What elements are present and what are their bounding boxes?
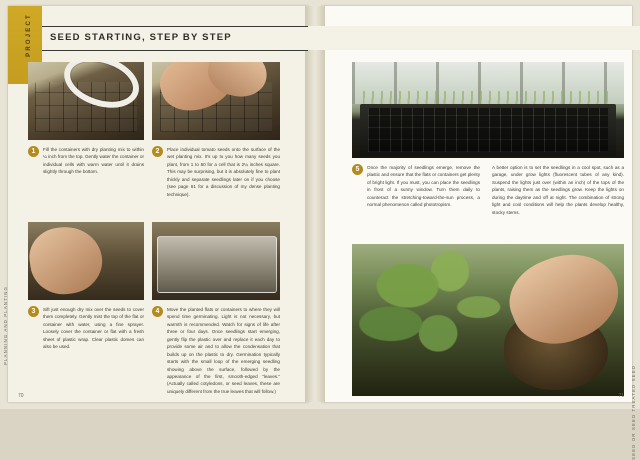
step-4-text: Move the planted flats or containers to where they will spend time germinating. Light is not necessary, but warmth is recommended. Watch for signs of life after three or four days. Once seedlings start emerging, gently flip the plastic over and replace it each day to provide some air and to allow the condensation that builds up on the plastic to dry. Germination typically starts with the small loop of the emerging seedling showing above the surface, followed by the appearance of the first, smooth-edged "leaves." (Actually called cotyledons, or seed leaves, these are uniquely different from the true leaves that will follow.) (167, 307, 280, 394)
left-page-side-caption: PLANNING AND PLANTING (3, 286, 8, 365)
step-1-number: 1 (28, 146, 39, 157)
step-4-number: 4 (152, 306, 163, 317)
right-page-side-caption: SEED OR SEED TREATED SEED (631, 365, 636, 460)
seedlings-under-window-photo (352, 62, 624, 158)
step-2-text: Place individual tomato seeds onto the surface of the wet planting mix. It's up to you how many seeds you plant, from 1 to 50 for a cell that is 2¼ inches square. This may be surprising, but it is absolutely fine to plant thickly and separate seedlings later on if you choose (see page 61 for a discussion of my dense planting technique). (167, 147, 280, 197)
sidebar-paragraph: A better option is to set the seedlings in a cool spot, such as a garage, under grow lights (fluorescent tubes of any kind). Suspend the lights just over (within an inch) of the tops of the plants, raising them as the seedlings grow. Keep the lights on during the daytime and off at night. The combination of strong light and cool conditions will help the plants develop healthy, stocky stems. (492, 165, 624, 215)
folio-left: 70 (18, 393, 24, 399)
covered-flat-with-dome-photo (152, 222, 280, 300)
header-rule-top (42, 26, 308, 27)
step-2-number: 2 (152, 146, 163, 157)
step-1 (28, 146, 144, 176)
sowing-tomato-seeds-photo (152, 62, 280, 140)
page-title: SEED STARTING, STEP BY STEP (50, 32, 232, 43)
step-3-text: Sift just enough dry mix over the seeds to cover them completely. Gently mist the top of the flat or container with water, using a fine sprayer. Loosely cover the container or flat with a fresh sheet of plastic wrap. Clear plastic domes can also be used. (43, 307, 144, 350)
step-3-number: 3 (28, 306, 39, 317)
header-rule-bottom (42, 50, 308, 51)
transplant-rootball-photo (352, 244, 624, 396)
folio-right: 71 (618, 393, 624, 399)
step-1-text: Fill the containers with dry planting mix to within ¼ inch from the top. Gently water the container or individual cells with warm water until it drains slightly through the bottom. (43, 147, 144, 175)
step-3 (28, 306, 144, 351)
step-5-text: Once the majority of seedlings emerge, remove the plastic and ensure that the flats or containers get plenty of bright light. If you must, you can place the seedlings in front of a sunny window. Turn them daily to counteract the stretching-toward-the-sun process, a normal phenomenon called phototropism. (367, 165, 480, 208)
watering-seed-tray-photo (28, 62, 144, 140)
step-2 (152, 146, 280, 198)
step-5 (352, 164, 480, 209)
sifting-dry-mix-photo (28, 222, 144, 300)
book-gutter (305, 6, 325, 402)
step-4 (152, 306, 280, 395)
step-5-number: 5 (352, 164, 363, 175)
project-tab-label: PROJECT (26, 13, 32, 57)
